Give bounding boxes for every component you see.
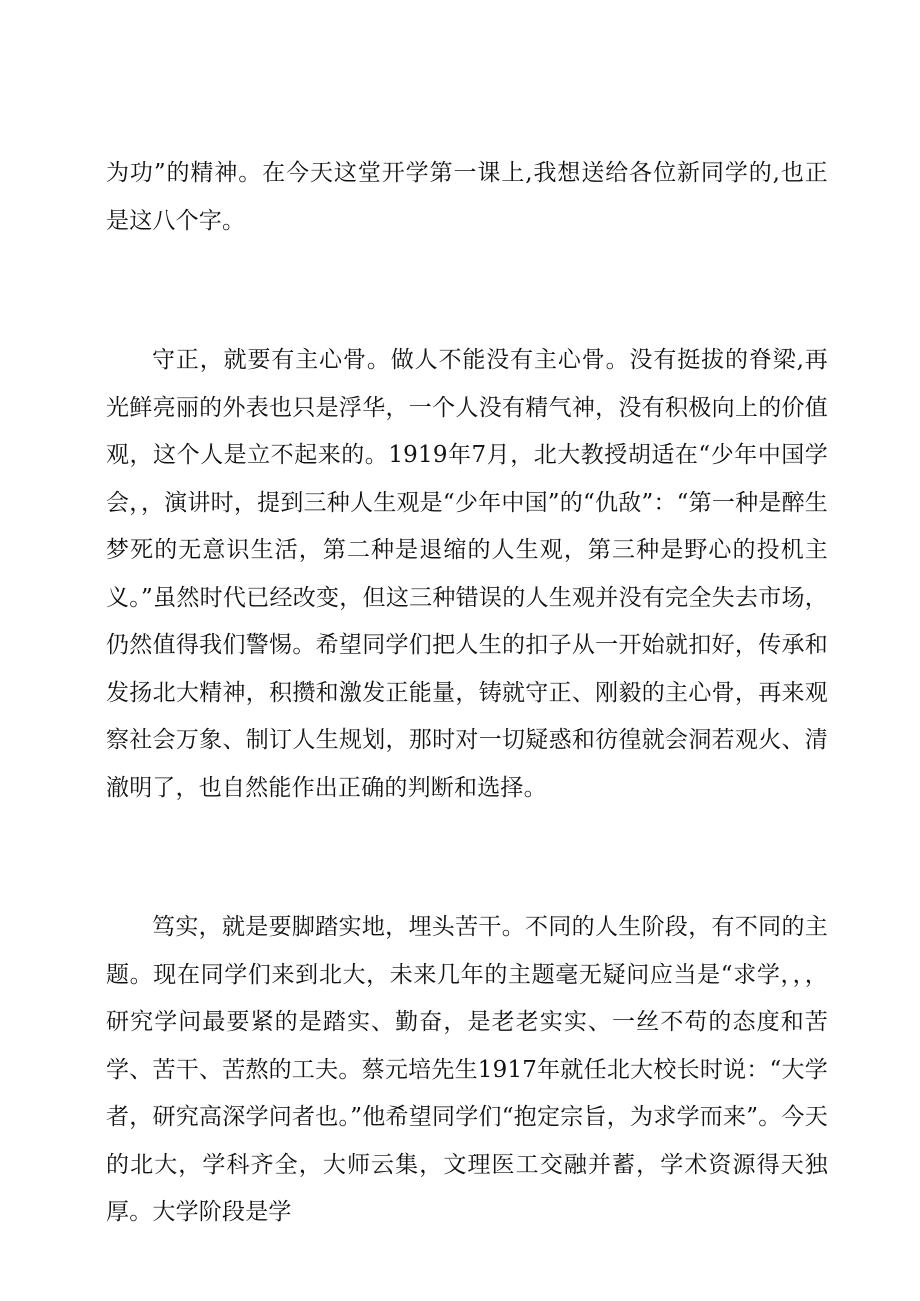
paragraph-upright-principle: 守正，就要有主心骨。做人不能没有主心骨。没有挺拔的脊梁,再光鲜亮丽的外表也只是浮华，一个人没有精气神，没有积极向上的价值观，这个人是立不起来的。1919年7月，北大教授胡适在“少年中国学会，，演讲时，提到三种人生观是“少年中国”的“仇敌”：“第一种是醉生梦死的无意识生活，第二种是退缩的人生观，第三种是野心的投机主义。”虽然时代已经改变，但这三种错误的人生观并没有完全失去市场，仍然值得我们警惕。希望同学们把人生的扣子从一开始就扣好，传承和发扬北大精神，积攒和激发正能量，铸就守正、刚毅的主心骨，再来观察社会万象、制订人生规划，那时对一切疑惑和彷徨就会洞若观火、清澈明了，也自然能作出正确的判断和选择。: [106, 347, 828, 801]
paragraph-down-to-earth: 笃实，就是要脚踏实地，埋头苦干。不同的人生阶段，有不同的主题。现在同学们来到北大，未来几年的主题毫无疑问应当是“求学，，，研究学问最要紧的是踏实、勤奋，是老老实实、一丝不苟的态度和苦学、苦干、苦熬的工夫。蔡元培先生1917年就任北大校长时说：“大学者，研究高深学问者也。”他希望同学们“抱定宗旨，为求学而来”。今天的北大，学科齐全，大师云集，文理医工交融并蓄，学术资源得天独厚。大学阶段是学: [106, 914, 828, 1225]
paragraph-continued: 为功”的精神。在今天这堂开学第一课上,我想送给各位新同学的,也正是这八个字。: [106, 160, 828, 234]
